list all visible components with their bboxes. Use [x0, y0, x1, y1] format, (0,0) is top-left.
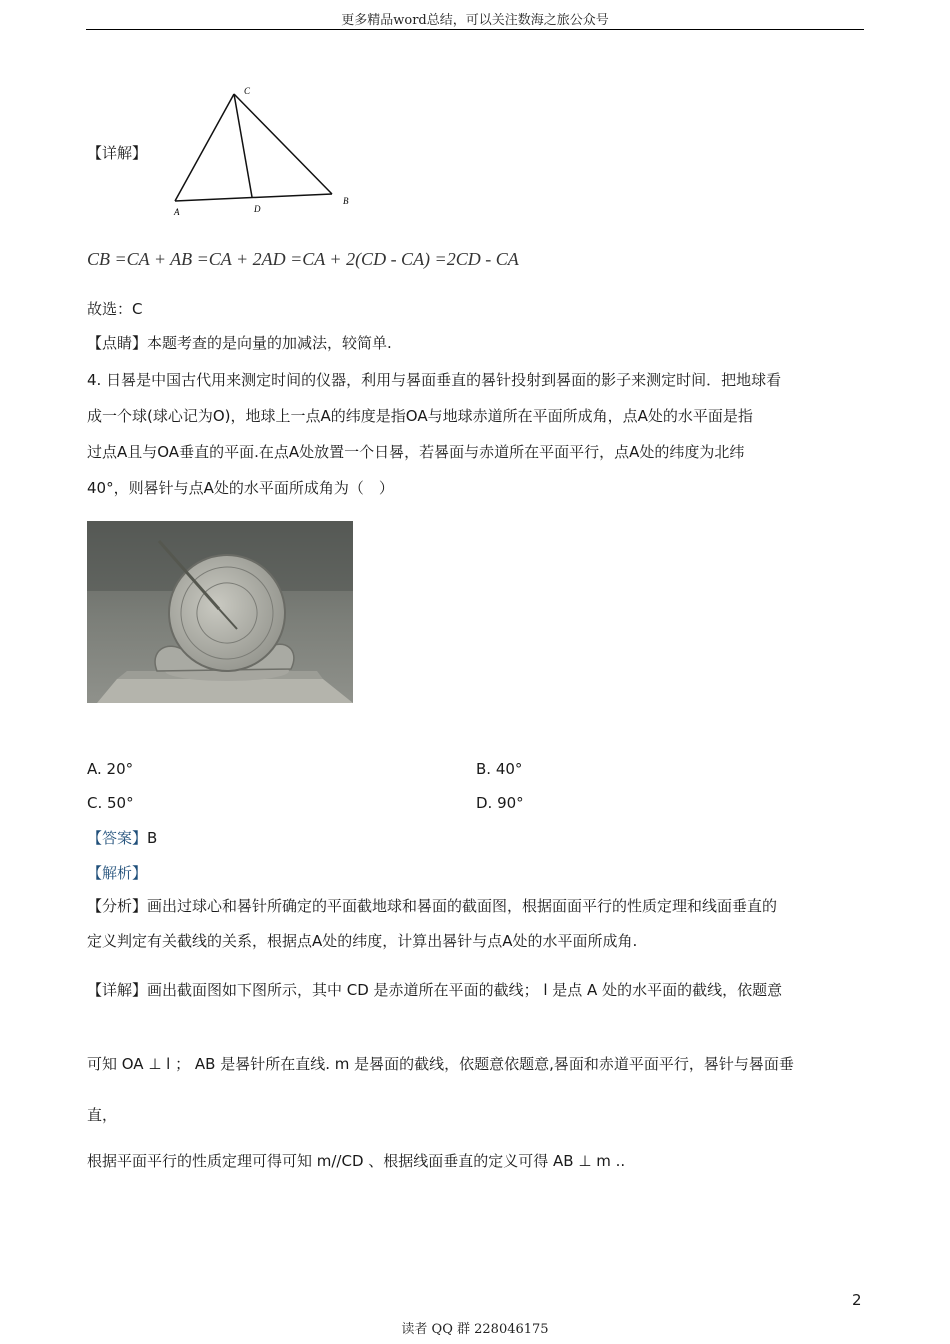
header-divider [86, 29, 864, 30]
sundial-photo [87, 521, 353, 703]
detail-line: 直， [87, 1106, 118, 1124]
analysis-line: 【分析】画出过球心和晷针所确定的平面截地球和晷面的截面图，根据面面平行的性质定理和线面垂直的 [87, 897, 778, 915]
answer-line [87, 827, 867, 849]
question-line: 40°，则晷针与点A处的水平面所成角为（ ） [87, 479, 394, 497]
question-line: 4. 日晷是中国古代用来测定时间的仪器，利用与晷面垂直的晷针投射到晷面的影子来测定时间．把地球看 [87, 371, 782, 389]
choice-conclusion: 故选：C [87, 300, 143, 318]
label-a: A [174, 207, 180, 217]
side-ca [175, 94, 234, 201]
option-b: B. 40° [476, 760, 523, 778]
sundial-illustration [87, 521, 353, 703]
answer-label: 【答案】 [87, 829, 148, 847]
analysis-label: 【解析】 [87, 864, 148, 882]
analysis-line: 定义判定有关截线的关系，根据点A处的纬度，计算出晷针与点A处的水平面所成角. [87, 932, 638, 950]
page-footer: 读者 QQ 群 228046175 [401, 1322, 549, 1337]
option-c: C. 50° [87, 794, 134, 812]
option-a: A. 20° [87, 760, 134, 778]
vector-equation: CB =CA + AB =CA + 2AD =CA + 2(CD - CA) =2CD - CA [87, 249, 519, 269]
answer-value: B [147, 829, 158, 847]
detail-line: 【详解】画出截面图如下图所示，其中 CD 是赤道所在平面的截线； l 是点 A 处的水平面的截线，依题意 [87, 981, 783, 999]
detail-line: 可知 OA ⊥ l ； AB 是晷针所在直线. m 是晷面的截线，依题意依题意,晷面和赤道平面平行，晷针与晷面垂 [87, 1055, 794, 1073]
label-b: B [343, 196, 349, 206]
question-line: 过点A且与OA垂直的平面.在点A处放置一个日晷，若晷面与赤道所在平面平行，点A处的纬度为北纬 [87, 443, 745, 461]
page-header: 更多精品word总结，可以关注数海之旅公众号 [341, 13, 609, 28]
label-d: D [254, 204, 261, 214]
label-c: C [244, 86, 251, 96]
side-ab [175, 194, 332, 201]
question-line: 成一个球(球心记为O)，地球上一点A的纬度是指OA与地球赤道所在平面所成角，点A处的水平面是指 [87, 407, 753, 425]
option-d: D. 90° [476, 794, 524, 812]
page-number: 2 [852, 1291, 862, 1309]
detail-label: 【详解】 [87, 144, 148, 162]
comment-line: 【点睛】本题考查的是向量的加减法，较简单. [87, 334, 392, 352]
detail-line: 根据平面平行的性质定理可得可知 m//CD 、根据线面垂直的定义可得 AB ⊥ m .. [87, 1152, 626, 1170]
triangle-diagram [168, 84, 358, 220]
